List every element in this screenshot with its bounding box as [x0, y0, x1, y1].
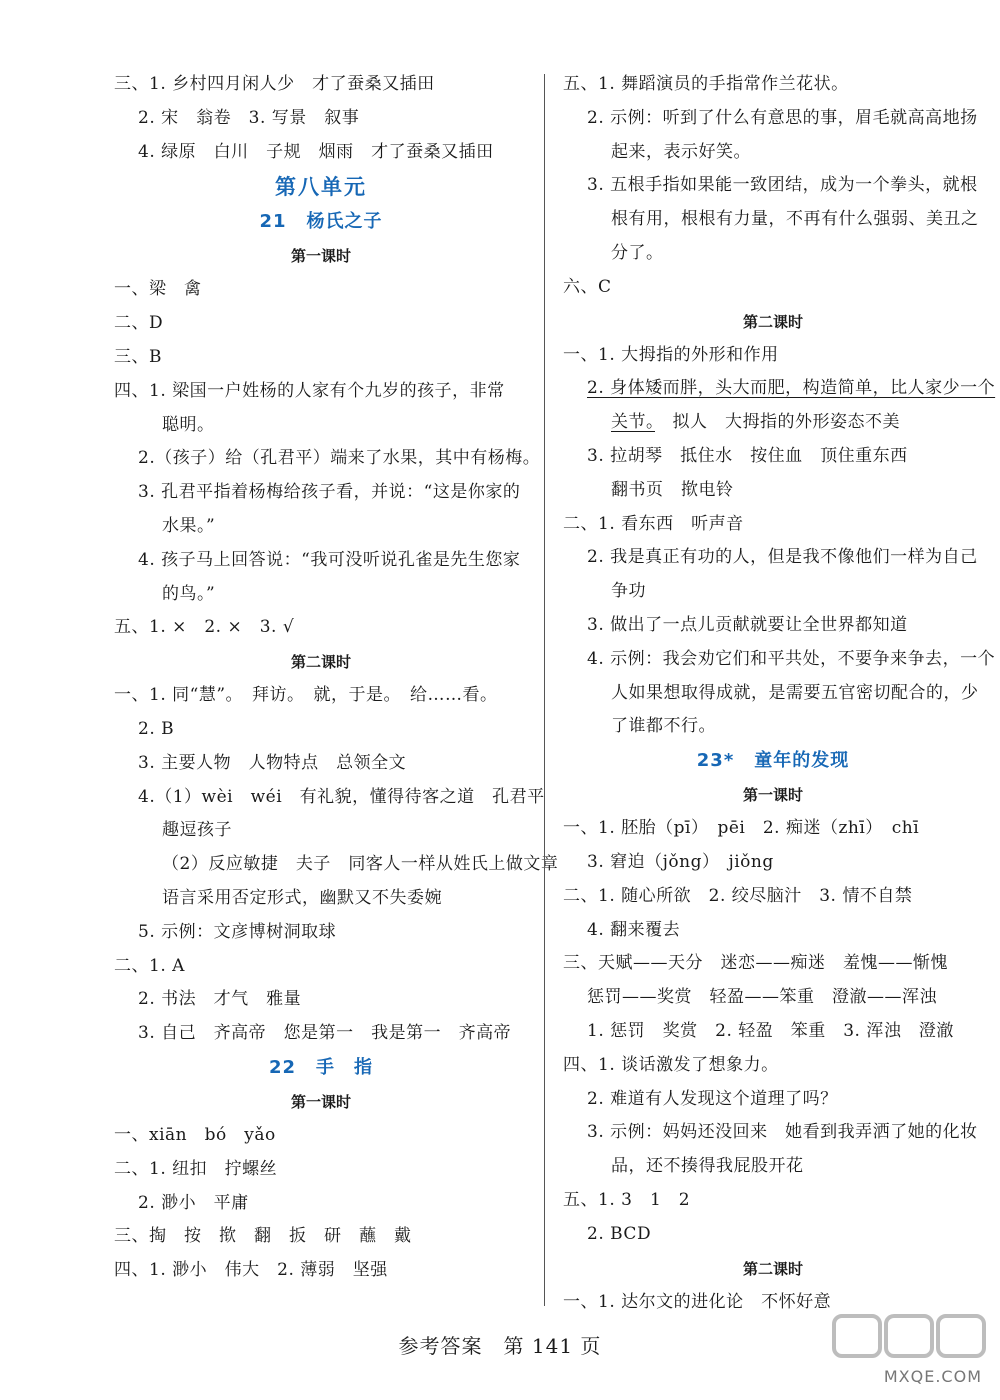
answer-line: 3. 主要人物 人物特点 总领全文 [138, 752, 407, 773]
answer-text: 拟人 大拇指的外形姿态不美 [655, 412, 900, 433]
answer-line: 二、1. A [114, 955, 185, 976]
column-divider [544, 74, 545, 1306]
answer-line: 三、天赋——天分 迷恋——痴迷 羞愧——惭愧 [563, 953, 948, 974]
answer-line: 5. 示例：文彦博树洞取球 [138, 921, 337, 942]
unit-title: 第八单元 [275, 175, 367, 200]
session-heading: 第二课时 [742, 312, 803, 331]
answer-line: 一、1. 达尔文的进化论 不怀好意 [563, 1291, 832, 1312]
lesson-number: 21 [259, 211, 287, 233]
answer-line: 五、1. 舞蹈演员的手指常作兰花状。 [563, 74, 849, 94]
watermark-text: MXQE.COM [883, 1367, 982, 1386]
answer-line: 2. 书法 才气 雅量 [138, 989, 302, 1010]
page-footer: 参考答案 第 141 页 [398, 1334, 602, 1358]
answer-line: 一、1. 同“慧”。 拜访。 就，于是。 给……看。 [114, 685, 498, 706]
answer-line: 4. 孩子马上回答说：“我可没听说孔雀是先生您家 [138, 549, 521, 570]
answer-line: 3. 自己 齐高帝 您是第一 我是第一 齐高帝 [138, 1023, 512, 1044]
answer-line: 2.（孩子）给（孔君平）端来了水果，其中有杨梅。 [138, 448, 541, 469]
answer-line: 二、D [114, 313, 164, 334]
answer-line: 五、1. 3 1 2 [563, 1189, 691, 1210]
underlined-text: 关节。 [611, 412, 655, 433]
answer-line: 2. 难道有人发现这个道理了吗？ [587, 1088, 838, 1109]
answer-line: 人如果想取得成就，是需要五官密切配合的，少 [611, 682, 979, 703]
answer-line: 2. 渺小 平庸 [138, 1192, 249, 1213]
answer-line: 2. 我是真正有功的人，但是我不像他们一样为自己 [587, 547, 978, 568]
answer-line: 六、C [563, 276, 612, 297]
lesson-heading [563, 744, 983, 778]
answer-line: 争功 [611, 581, 646, 602]
answer-line: 4. 翻来覆去 [587, 919, 681, 940]
answer-line-underlined: 2. 身体矮而胖，头大而肥，构造简单，比人家少一个 [587, 378, 996, 399]
lesson-title: 童年的发现 [754, 750, 850, 772]
lesson-title: 手 指 [316, 1056, 374, 1078]
answer-line: 五、1. × 2. × 3. √ [114, 617, 295, 638]
answer-line: 四、1. 渺小 伟大 2. 薄弱 坚强 [114, 1260, 388, 1281]
answer-line: 2. BCD [587, 1223, 652, 1244]
session-heading: 第一课时 [290, 247, 351, 266]
answer-line: 的鸟。” [162, 583, 216, 604]
session-heading: 第二课时 [290, 653, 351, 672]
answer-line [563, 406, 983, 440]
answer-line: 3. 拉胡琴 抵住水 按住血 顶住重东西 [587, 445, 908, 466]
lesson-number: 23* [696, 750, 735, 772]
answer-line: 惩罚——奖赏 轻盈——笨重 澄澈——浑浊 [587, 987, 937, 1008]
answer-line: 二、1. 看东西 听声音 [563, 513, 744, 534]
answer-line: 四、1. 梁国一户姓杨的人家有个九岁的孩子，非常 [114, 380, 505, 401]
right-column [563, 68, 996, 1319]
answer-line: 2. B [138, 718, 175, 739]
lesson-number: 22 [268, 1056, 297, 1078]
answer-line: 三、1. 乡村四月闲人少 才了蚕桑又插田 [114, 74, 435, 94]
session-heading: 第一课时 [742, 786, 803, 805]
answer-line: 二、1. 随心所欲 2. 绞尽脑汁 3. 情不自禁 [563, 885, 913, 906]
answer-line: 4. 示例：我会劝它们和平共处，不要争来争去，一个 [587, 648, 996, 669]
answer-line: 3. 窘迫（jǒng） jiǒng [587, 851, 774, 872]
answer-line: 翻书页 揿电铃 [611, 479, 734, 500]
answer-line: 二、1. 纽扣 拧螺丝 [114, 1158, 278, 1179]
answer-line: 三、掏 按 揿 翻 扳 研 蘸 戴 [114, 1226, 412, 1247]
lesson-title: 杨氏之子 [306, 211, 383, 233]
answer-line: 分了。 [611, 242, 664, 263]
answer-line: 4. 绿原 白川 子规 烟雨 才了蚕桑又插田 [138, 141, 494, 162]
session-heading: 第二课时 [742, 1259, 803, 1278]
answer-line: 品，还不揍得我屁股开花 [611, 1156, 804, 1177]
answer-line: 根有用，根根有力量，不再有什么强弱、美丑之 [611, 209, 979, 230]
lesson-heading [114, 205, 528, 239]
answer-line: 3. 做出了一点儿贡献就要让全世界都知道 [587, 614, 908, 635]
answer-line: 1. 惩罚 奖赏 2. 轻盈 笨重 3. 浑浊 澄澈 [587, 1020, 954, 1041]
answer-line: 一、梁 禽 [114, 279, 202, 300]
answer-line: 起来，表示好笑。 [611, 141, 751, 162]
answer-line: 趣逗孩子 [162, 820, 232, 841]
lesson-heading [114, 1051, 528, 1085]
answer-line: 4.（1）wèi wéi 有礼貌，懂得待客之道 孔君平 [138, 786, 545, 807]
answer-line: 聪明。 [162, 414, 215, 435]
answer-line: 语言采用否定形式，幽默又不失委婉 [162, 887, 442, 908]
answer-line: 三、B [114, 346, 162, 367]
answer-line: 2. 宋 翁卷 3. 写景 叙事 [138, 107, 360, 128]
answer-line: 2. 示例：听到了什么有意思的事，眉毛就高高地扬 [587, 107, 978, 128]
answer-line: 水果。” [162, 515, 216, 536]
answer-line: 一、1. 胚胎（pī） pēi 2. 痴迷（zhī） chī [563, 818, 920, 839]
answer-line: 3. 示例：妈妈还没回来 她看到我弄洒了她的化妆 [587, 1122, 978, 1143]
answer-line: 3. 孔君平指着杨梅给孩子看，并说：“这是你家的 [138, 482, 521, 503]
session-heading: 第一课时 [290, 1092, 351, 1111]
answer-line: 3. 五根手指如果能一致团结，成为一个拳头，就根 [587, 175, 978, 196]
left-column [114, 68, 559, 1288]
answer-line: 了谁都不行。 [611, 716, 716, 737]
answer-line: （2）反应敏捷 夫子 同客人一样从姓氏上做文章 [162, 854, 559, 875]
answer-line: 四、1. 谈话激发了想象力。 [563, 1054, 779, 1075]
answer-line: 一、1. 大拇指的外形和作用 [563, 344, 779, 365]
answer-line: 一、xiān bó yǎo [114, 1124, 276, 1145]
